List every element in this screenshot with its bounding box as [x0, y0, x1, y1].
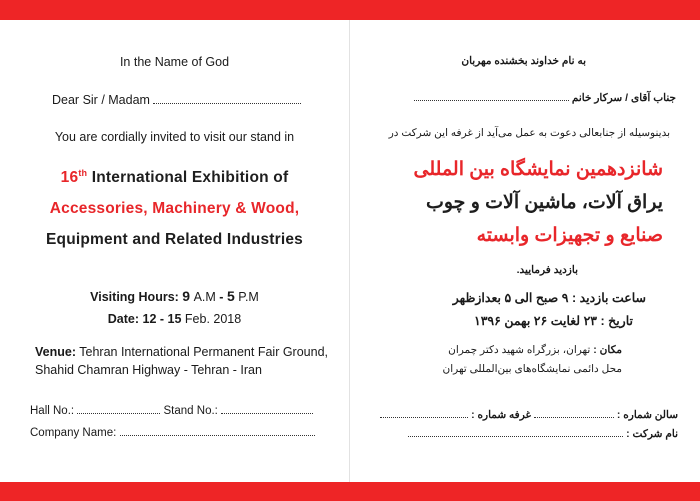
hours-start: 9 — [182, 288, 191, 304]
hall-field[interactable] — [77, 404, 160, 414]
persian-panel — [350, 20, 700, 482]
company-row — [30, 426, 315, 439]
fa-dear-line — [414, 91, 676, 104]
date-value: 12 - 15 — [142, 312, 182, 326]
fa-hall-field[interactable] — [534, 408, 614, 418]
fa-visiting-hours: ساعت بازدید : ۹ صبح الی ۵ بعدازظهر — [452, 291, 646, 305]
english-panel — [0, 20, 349, 482]
date-label: Date: — [107, 312, 140, 326]
fa-title-line1: شانزدهمین نمایشگاه بین المللی — [413, 159, 663, 180]
fa-hall-stand-row — [380, 408, 678, 421]
hours-end-unit: P.M — [238, 290, 259, 304]
venue-line1-text: Tehran International Permanent Fair Ground, — [79, 345, 328, 359]
visiting-hours — [0, 288, 349, 304]
fa-company-row — [408, 427, 678, 440]
fa-venue-line2: محل دائمی نمایشگاه‌های بین‌المللی تهران — [442, 363, 622, 375]
exhibition-title-line1 — [0, 169, 349, 187]
hours-end: 5 — [226, 288, 235, 304]
fa-venue-label: مکان : — [593, 344, 622, 356]
date-rest: Feb. 2018 — [184, 312, 242, 326]
ordinal-number: 16 — [60, 169, 79, 186]
fa-invite-text: بدینوسیله از جنابعالی دعوت به عمل می‌آید از غرفه این شرکت در — [388, 127, 670, 139]
fa-stand-field[interactable] — [380, 408, 468, 418]
fa-visit-text: بازدید فرمایید. — [516, 264, 578, 276]
invite-text: You are cordially invited to visit our stand in — [54, 130, 295, 144]
venue-line2: Shahid Chamran Highway - Tehran - Iran — [35, 363, 262, 377]
dear-line — [52, 93, 301, 107]
hours-label: Visiting Hours: — [90, 290, 179, 304]
title-line1-rest: International Exhibition of — [91, 169, 289, 186]
dear-label: Dear Sir / Madam — [52, 93, 150, 107]
fa-company-label: نام شرکت : — [626, 428, 678, 440]
exhibition-title-line3: Equipment and Related Industries — [45, 231, 304, 248]
fa-venue-line1-text: تهران، بزرگراه شهید دکتر چمران — [448, 344, 591, 356]
stand-field[interactable] — [221, 404, 313, 414]
fa-title-line2: یراق آلات، ماشین آلات و چوب — [425, 192, 663, 213]
hours-start-unit: A.M — [193, 290, 216, 304]
top-red-band — [0, 0, 700, 20]
fa-company-field[interactable] — [408, 427, 623, 437]
fa-dear-label: جناب آقای / سرکار خانم — [571, 92, 676, 104]
exhibition-title-line2: Accessories, Machinery & Wood, — [49, 200, 300, 217]
bottom-red-band — [0, 482, 700, 501]
ordinal-suffix: th — [78, 167, 88, 178]
venue-label: Venue: — [35, 345, 76, 359]
salutation-line: In the Name of God — [119, 55, 230, 69]
fa-name-field[interactable] — [414, 91, 569, 101]
company-field[interactable] — [120, 426, 315, 436]
company-label: Company Name: — [30, 427, 117, 439]
stand-label: Stand No.: — [163, 405, 218, 417]
hours-separator: - — [219, 290, 224, 304]
name-field[interactable] — [153, 94, 301, 104]
fa-venue-line1 — [448, 344, 622, 356]
fa-hall-label: سالن شماره : — [616, 409, 678, 421]
fa-salutation-line: به نام خداوند بخشنده مهربان — [461, 55, 586, 67]
fa-exhibition-date: تاریخ : ۲۳ لغایت ۲۶ بهمن ۱۳۹۶ — [473, 314, 633, 328]
fa-title-line3: صنایع و تجهیزات وابسته — [476, 225, 663, 246]
hall-label: Hall No.: — [30, 405, 75, 417]
venue-line1 — [35, 345, 328, 359]
exhibition-date — [0, 312, 349, 326]
hall-stand-row — [30, 404, 313, 417]
fa-stand-label: غرفه شماره : — [471, 409, 531, 421]
